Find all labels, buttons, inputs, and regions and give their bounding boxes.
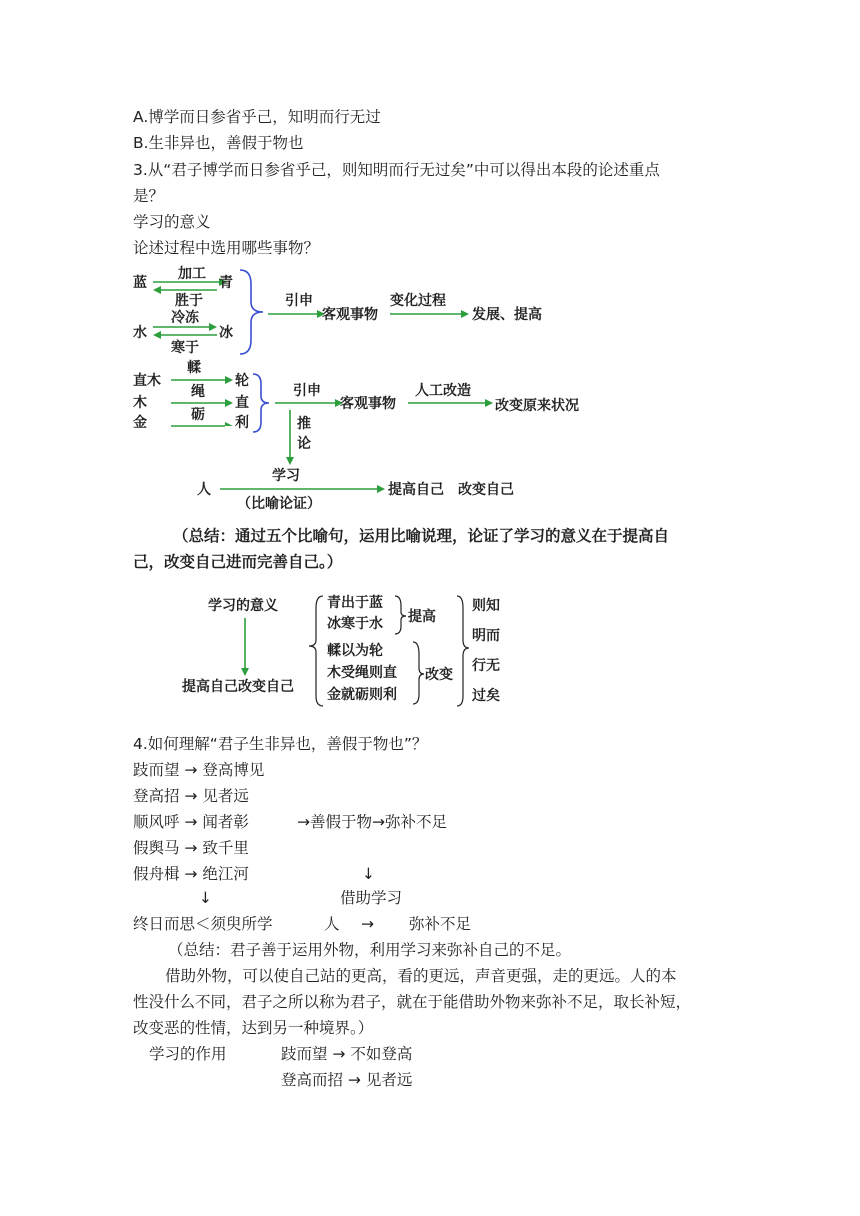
mu-label: 木 [133,395,147,411]
artificial-label: 人工改造 [415,383,471,399]
brace-2 [253,374,269,432]
li-label: 砺 [191,407,205,423]
shui-label: 水 [133,325,147,341]
qing-label: 青 [219,275,233,291]
lun-label: 轮 [235,373,249,389]
summary-2-line1: （总结：君子善于运用外物，利用学习来弥补自己的不足。 [168,941,572,959]
lan-label: 蓝 [133,275,147,291]
right-brace [457,596,469,706]
jin-label: 金 [133,415,147,431]
bing-label: 冰 [219,325,233,341]
borrow-row-4: 假舆马 → 致千里 [133,839,249,857]
borrow-row-2: 登高招 → 见者远 [133,787,249,805]
c3-label: 行无 [472,658,500,674]
role-label: 学习的作用 [149,1045,227,1063]
zhi-label: 直 [235,395,249,411]
lun2-label: 论 [297,436,311,452]
role-row-1: 跂而望 → 不如登高 [281,1045,413,1063]
option-b: B.生非异也，善假于物也 [133,134,304,152]
objects2-label: 客观事物 [340,396,396,412]
option-a: A.博学而日参省乎己，知明而行无过 [133,108,381,126]
g3-label: 輮以为轮 [327,643,383,659]
answer-focus: 学习的意义 [133,213,211,231]
role-row-2: 登高而招 → 见者远 [281,1071,413,1089]
han-label: 寒于 [171,340,199,356]
c2-label: 明而 [472,628,500,644]
tui-label: 推 [297,416,311,432]
metaphor-flow-diagram [125,262,579,517]
objects-label: 客观事物 [322,307,378,323]
summary-2-line2: 借助外物，可以使自己站的更高，看的更远，声音更强，走的更远。人的本 [165,967,677,985]
ren-label: 人 [197,482,211,498]
result-label: 发展、提高 [472,307,542,323]
freeze-label: 冷冻 [171,310,199,326]
borrow-row-5: 假舟楫 → 绝江河 [133,865,249,883]
c4-label: 过矣 [472,688,500,704]
last-row-right: 弥补不足 [409,915,472,933]
c1-label: 则知 [472,598,500,614]
learning-meaning-diagram [175,588,510,713]
borrow-row-1: 跂而望 → 登高博见 [133,761,265,779]
down-arrow-left: ↓ [199,889,212,907]
summary-2-line3: 性没什么不同，君子之所以称为君子，就在于能借助外物来弥补不足，取长补短， [133,993,692,1011]
question-3-line2: 是？ [133,187,165,205]
meaning-label: 学习的意义 [208,598,278,614]
change-label: 变化过程 [390,293,446,309]
sheng-label: 胜于 [175,293,203,309]
g5-label: 金就砺则利 [327,687,397,703]
borrow-study: 借助学习 [340,889,403,907]
borrow-row-3: 顺风呼 → 闻者彰 [133,813,249,831]
rou-label: 輮 [187,360,201,376]
down-arrow-right: ↓ [362,865,375,883]
last-row-left: 终日而思＜须臾所学 [133,915,273,933]
summary-1-line1: （总结：通过五个比喻句，运用比喻说理，论证了学习的意义在于提高自 [173,527,670,545]
g2-label: 冰寒于水 [327,616,383,632]
question-things: 论述过程中选用哪些事物？ [133,239,320,257]
li2-label: 利 [235,415,249,431]
final-label: 提高自己 改变自己 [388,482,514,498]
g1-label: 青出于蓝 [327,595,383,611]
last-row-arrow: → [361,915,374,933]
bottom-label: 提高自己改变自己 [182,679,294,695]
zhimu-label: 直木 [133,373,161,389]
gaibian-label: 改变 [425,667,453,683]
summary-2-line4: 改变恶的性情，达到另一种境界。） [133,1019,374,1037]
gaibian-brace [413,642,424,704]
study-label: 学习 [272,468,300,484]
process-label: 加工 [178,266,206,282]
question-4: 4.如何理解“君子生非异也，善假于物也”？ [133,735,428,753]
question-3-line1: 3.从“君子博学而日参省乎己，则知明而行无过矣”中可以得出本段的论述重点 [133,161,660,179]
yinshen-label: 引申 [285,293,313,309]
g4-label: 木受绳则直 [327,665,397,681]
borrow-row-3-tail: →善假于物→弥补不足 [297,813,447,831]
brace-1 [240,270,263,354]
left-brace [309,596,323,706]
summary-1-line2: 己，改变自己进而完善自己。） [133,553,343,571]
last-row-person: 人 [324,915,340,933]
result2-label: 改变原来状况 [495,398,579,414]
metaphor-label: （比喻论证） [237,496,321,512]
tigao-label: 提高 [408,609,436,625]
sheng2-label: 绳 [191,384,205,400]
tigao-brace [395,596,406,634]
yinshen2-label: 引申 [293,383,321,399]
